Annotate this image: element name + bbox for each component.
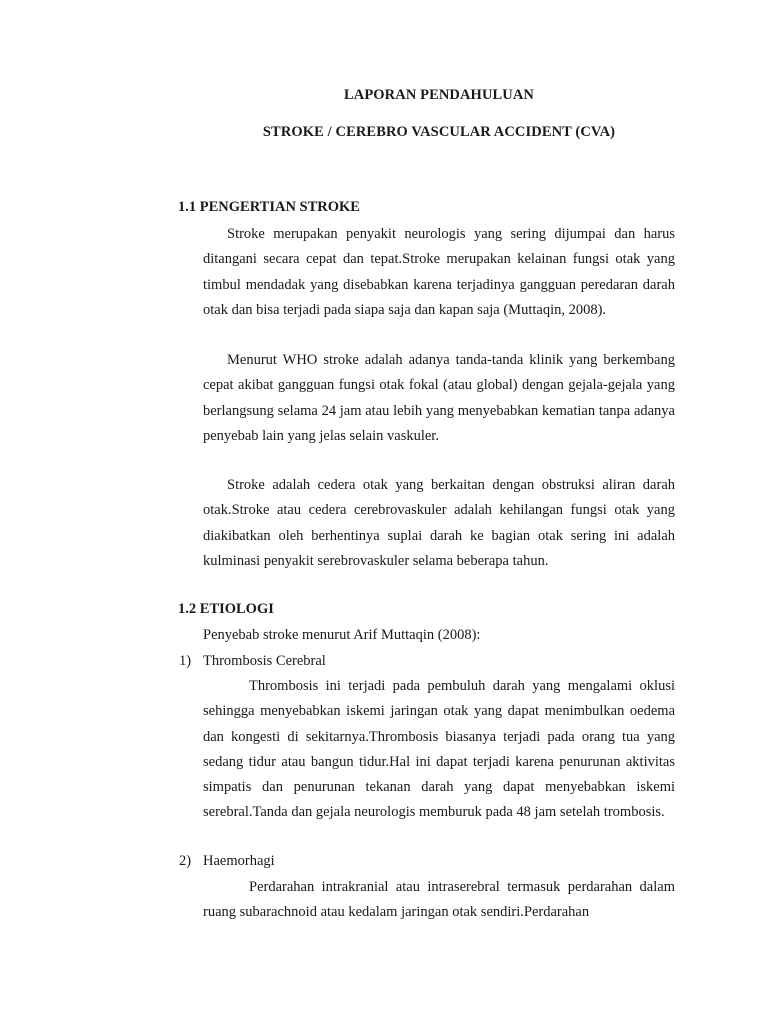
etiologi-intro: Penyebab stroke menurut Arif Muttaqin (2008):	[203, 627, 481, 643]
list-item-text: Perdarahan intrakranial atau intraserebral termasuk perdarahan dalam ruang subarachnoid atau kedalam jaringan otak sendiri.Perdarahan	[203, 879, 675, 921]
section-heading-etiologi: 1.2 ETIOLOGI	[178, 601, 274, 617]
list-item-title: Thrombosis Cerebral	[203, 653, 326, 669]
list-item-title: Haemorhagi	[203, 853, 275, 869]
document-title: LAPORAN PENDAHULUAN	[344, 87, 534, 103]
paragraph: Stroke merupakan penyakit neurologis yang sering dijumpai dan harus ditangani secara cepat dan tepat.Stroke merupakan kelainan fungsi otak yang timbul mendadak yang disebabkan karena terjadinya gangguan peredaran darah otak dan bisa terjadi pada siapa saja dan kapan saja (Muttaqin, 2008).	[203, 226, 675, 318]
section-heading-pengertian: 1.1 PENGERTIAN STROKE	[178, 199, 360, 215]
paragraph: Stroke adalah cedera otak yang berkaitan dengan obstruksi aliran darah otak.Stroke atau cedera cerebrovaskuler adalah kehilangan fungsi otak yang diakibatkan oleh berhentinya suplai darah ke bagian otak sering ini adalah kulminasi penyakit serebrovaskuler selama beberapa tahun.	[203, 477, 675, 569]
list-number: 1)	[179, 653, 192, 669]
list-number: 2)	[179, 853, 192, 869]
list-item-text: Thrombosis ini terjadi pada pembuluh darah yang mengalami oklusi sehingga menyebabkan iskemi jaringan otak yang dapat menimbulkan oedema dan kongesti di sekitarnya.Thrombosis biasanya terjadi pada orang tua yang sedang tidur atau bangun tidur.Hal ini dapat terjadi karena penurunan aktivitas simpatis dan penurunan tekanan darah yang dapat menyebabkan iskemi serebral.Tanda dan gejala neurologis memburuk pada 48 jam setelah trombosis.	[203, 678, 675, 821]
paragraph: Menurut WHO stroke adalah adanya tanda-tanda klinik yang berkembang cepat akibat gangguan fungsi otak fokal (atau global) dengan gejala-gejala yang berlangsung selama 24 jam atau lebih yang menyebabkan kematian tanpa adanya penyebab lain yang jelas selain vaskuler.	[203, 352, 675, 444]
document-subtitle: STROKE / CEREBRO VASCULAR ACCIDENT (CVA)	[262, 124, 616, 140]
